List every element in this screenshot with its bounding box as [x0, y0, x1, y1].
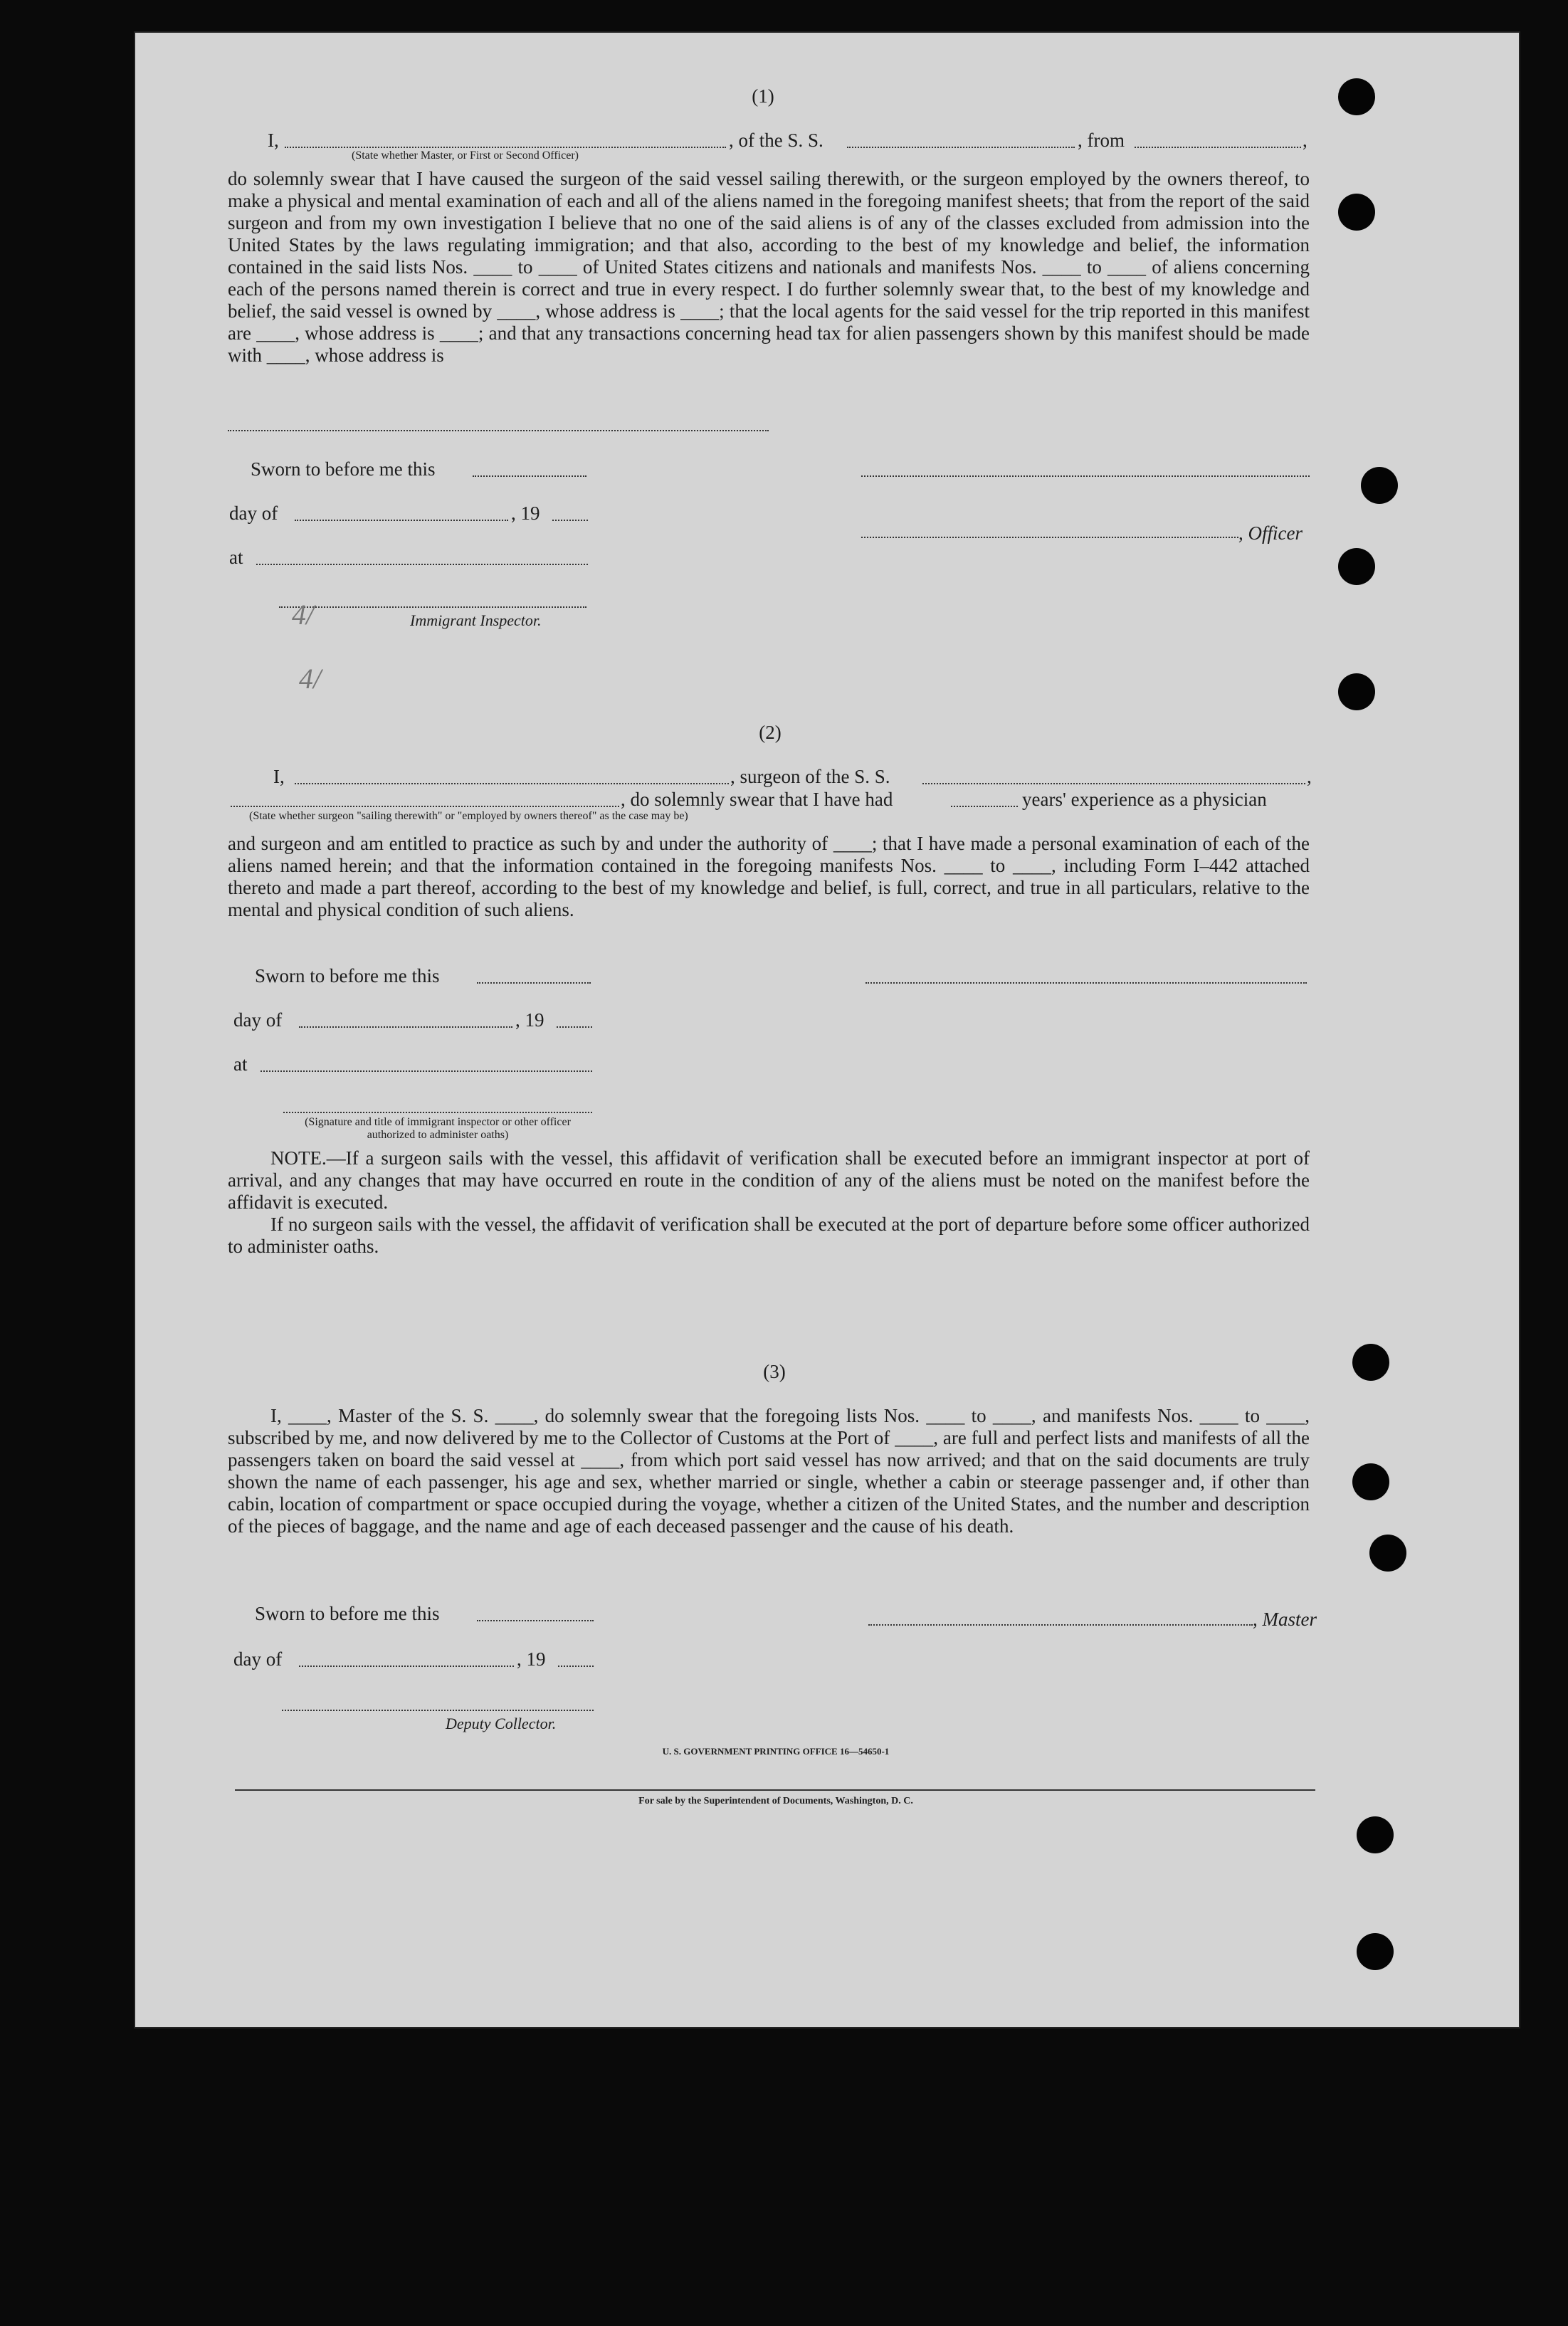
- years-experience-field[interactable]: [951, 806, 1018, 807]
- affidavit-1-officer: , Officer: [1238, 522, 1303, 544]
- officer-signature-line-2[interactable]: [283, 1112, 592, 1113]
- footer-rule: [235, 1789, 1315, 1791]
- affidavit-2-body: [228, 833, 1310, 921]
- officer-signature-line[interactable]: [861, 475, 1310, 477]
- note-1: NOTE.—If a surgeon sails with the vessel, this affidavit of verification shall be executed before an immigrant inspector at port of arrival, and any changes that may have occurred en route in the condition of any of the aliens must be noted on the manifest before the affidavit is executed.: [228, 1147, 1310, 1213]
- affidavit-1-at: at: [229, 547, 243, 568]
- affidavit-1-number: (1): [752, 85, 774, 107]
- at-place-field[interactable]: [256, 564, 588, 565]
- punch-hole: [1357, 1816, 1394, 1853]
- master-signature-line[interactable]: [868, 1624, 1253, 1626]
- affidavit-1-sworn: Sworn to before me this: [251, 458, 436, 480]
- affidavit-2-years: years' experience as a physician: [1022, 789, 1267, 810]
- master-name-field[interactable]: [285, 147, 726, 148]
- affidavit-3-body: [228, 1405, 1310, 1537]
- year-field-2[interactable]: [557, 1026, 592, 1028]
- affidavit-2-day-of: day of: [233, 1009, 283, 1031]
- affidavit-1-year: , 19: [511, 502, 540, 524]
- punch-hole: [1369, 1535, 1406, 1572]
- surgeon-vessel-field[interactable]: [922, 783, 1305, 784]
- handwritten-mark: 4/: [299, 663, 322, 695]
- punch-hole: [1357, 1933, 1394, 1970]
- comma: ,: [1303, 130, 1307, 151]
- for-sale-notice: For sale by the Superintendent of Documents, Washington, D. C.: [638, 1796, 913, 1806]
- affidavit-1-day-of: day of: [229, 502, 278, 524]
- year-field[interactable]: [552, 520, 588, 521]
- affidavit-3-master: , Master: [1253, 1609, 1317, 1630]
- affidavit-1-body: [228, 168, 1310, 367]
- punch-hole: [1361, 467, 1398, 504]
- signature-title-note: (Signature and title of immigrant inspector or other officer authorized to administer oaths): [305, 1116, 571, 1141]
- affidavit-2-at: at: [233, 1053, 248, 1075]
- punch-hole: [1352, 1463, 1389, 1500]
- affidavit-1-text: do solemnly swear that I have caused the surgeon of the said vessel sailing therewith, or the surgeon employed by the owners thereof, to make a physical and mental examination of each and all of the aliens named in the foregoing manifest sheets; that from the report of the said surgeon and from my own investigation I believe that no one of the said aliens is of any of the classes excluded from admission into the United States by the laws regulating immigration; and that also, according to the best of my knowledge and belief, the information contained in the said lists Nos. ____ to ____ of United States citizens and nationals and manifests Nos. ____ to ____ of aliens concerning each of the persons named therein is correct and true in every respect. I do further solemnly swear that, to the best of my knowledge and belief, the said vessel is owned by ____, whose address is ____; that the local agents for the said vessel for the trip reported in this manifest are ____, whose address is ____; and that any transactions concerning head tax for alien passengers shown by this manifest should be made with ____, whose address is: [228, 168, 1310, 366]
- surgeon-name-field[interactable]: [295, 783, 729, 784]
- sworn-date-field-3[interactable]: [477, 1620, 594, 1621]
- affidavit-2-number: (2): [759, 722, 782, 743]
- note-2: If no surgeon sails with the vessel, the affidavit of verification shall be executed at the port of departure before some officer authorized to administer oaths.: [228, 1214, 1310, 1257]
- affidavit-3-number: (3): [763, 1361, 786, 1382]
- vessel-name-field[interactable]: [847, 147, 1075, 148]
- day-of-field-3[interactable]: [299, 1665, 514, 1667]
- sworn-date-field[interactable]: [473, 475, 586, 477]
- from-port-field[interactable]: [1135, 147, 1301, 148]
- day-of-field-2[interactable]: [299, 1026, 512, 1028]
- affidavit-2-i: I,: [273, 766, 285, 787]
- surgeon-note: (State whether surgeon "sailing therewith" or "employed by owners thereof" as the case may be): [249, 810, 688, 822]
- punch-hole: [1338, 194, 1375, 231]
- affidavit-1-i: I,: [268, 130, 279, 151]
- immigrant-inspector-label: Immigrant Inspector.: [410, 611, 542, 629]
- affidavit-3-sworn: Sworn to before me this: [255, 1603, 440, 1624]
- comma: ,: [1307, 766, 1312, 787]
- notes: [228, 1147, 1310, 1258]
- sworn-date-field-2[interactable]: [477, 982, 591, 984]
- master-note: (State whether Master, or First or Second Officer): [352, 149, 579, 162]
- punch-hole: [1338, 78, 1375, 115]
- printing-office-imprint: U. S. GOVERNMENT PRINTING OFFICE 16—54650-1: [662, 1746, 890, 1757]
- affidavit-3-year: , 19: [517, 1648, 546, 1670]
- inspector-signature-line[interactable]: [279, 606, 586, 608]
- surgeon-signature-line[interactable]: [865, 982, 1307, 984]
- affidavit-2-line2: , do solemnly swear that I have had: [621, 789, 893, 810]
- day-of-field[interactable]: [295, 520, 508, 521]
- surgeon-type-field[interactable]: [231, 806, 619, 807]
- at-place-field-2[interactable]: [261, 1070, 592, 1072]
- affidavit-1-of-ss: , of the S. S.: [729, 130, 824, 151]
- punch-hole: [1338, 548, 1375, 585]
- whose-address-continuation-field[interactable]: [228, 430, 769, 431]
- officer-title-line[interactable]: [861, 537, 1238, 538]
- affidavit-2-sworn: Sworn to before me this: [255, 965, 440, 986]
- affidavit-1-from: , from: [1078, 130, 1125, 151]
- punch-hole: [1338, 673, 1375, 710]
- affidavit-2-text: and surgeon and am entitled to practice as such by and under the authority of ____; that I have made a personal examination of each of the aliens named herein; and that the information contained in the foregoing manifests Nos. ____ to ____, including Form I–442 attached thereto and made a part thereof, according to the best of my knowledge and belief, is full, correct, and true in all particulars, relative to the mental and physical condition of such aliens.: [228, 833, 1310, 920]
- deputy-signature-line[interactable]: [282, 1710, 594, 1711]
- deputy-collector-label: Deputy Collector.: [446, 1715, 557, 1732]
- affidavit-3-text: I, ____, Master of the S. S. ____, do solemnly swear that the foregoing lists Nos. ____ to ____, and manifests Nos. ____ to ____, subscribed by me, and now delivered by me to the Collector of Customs at the Port of ____, are full and perfect lists and manifests of all the passengers taken on board the said vessel at ____, from which port said vessel has now arrived; and that on the said documents are truly shown the name of each passenger, his age and sex, whether married or single, whether a cabin or steerage passenger and, if other than cabin, location of compartment or space occupied during the voyage, whether a citizen of the United States, and the number and description of the pieces of baggage, and the name and age of each deceased passenger and the cause of his death.: [228, 1405, 1310, 1537]
- affidavit-3-day-of: day of: [233, 1648, 283, 1670]
- affidavit-2-surgeon-of: , surgeon of the S. S.: [730, 766, 890, 787]
- affidavit-2-year: , 19: [515, 1009, 544, 1031]
- year-field-3[interactable]: [558, 1665, 594, 1667]
- punch-hole: [1352, 1344, 1389, 1381]
- handwritten-mark: 4/: [292, 599, 315, 631]
